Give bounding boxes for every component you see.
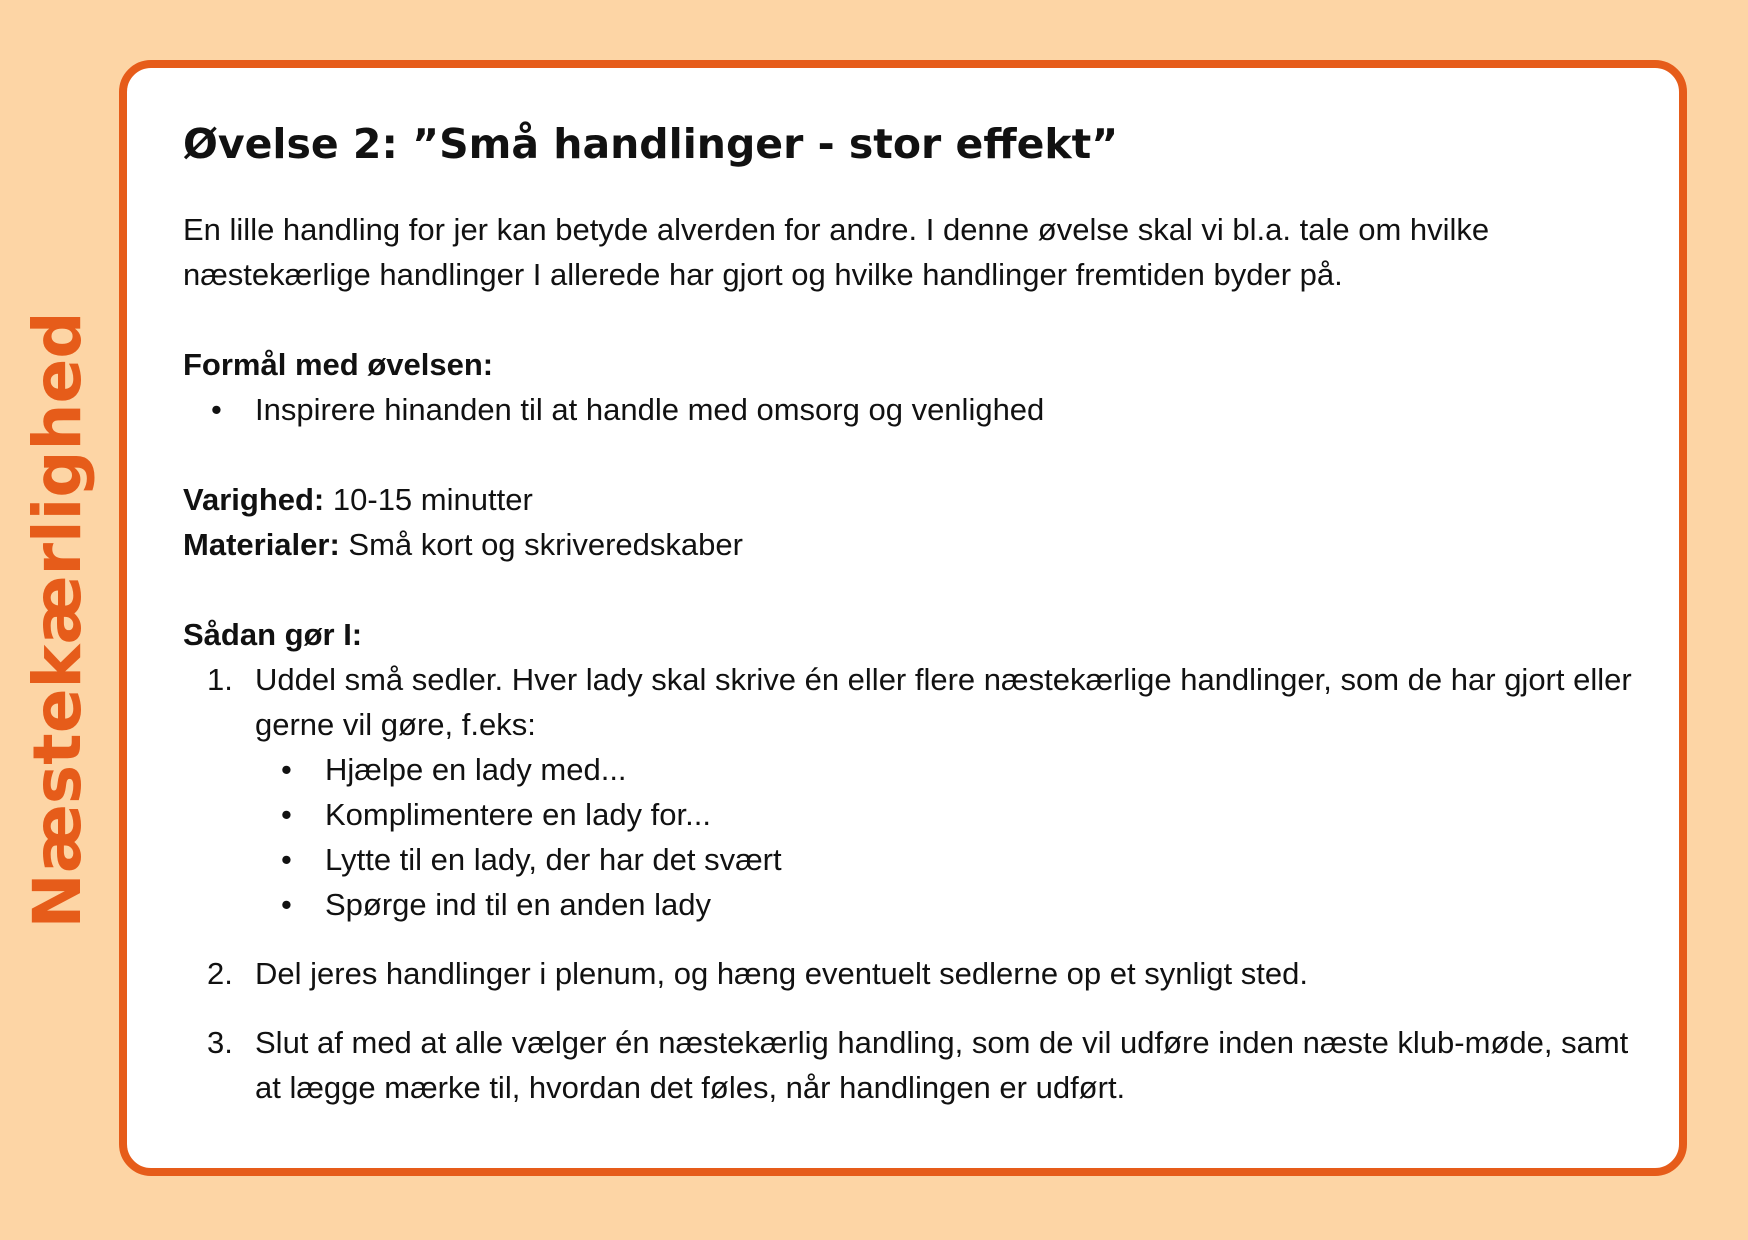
step-number: 3.: [207, 1025, 233, 1061]
sub-list-item: • Spørge ind til en anden lady: [255, 882, 1639, 927]
step-text: Uddel små sedler. Hver lady skal skrive én eller flere næstekærlige handlinger, som de har gjort eller gerne vil gøre, f.eks:: [255, 662, 1632, 743]
duration-label: Varighed:: [183, 482, 325, 518]
steps-list: [183, 657, 1639, 1110]
card-content: [183, 120, 1639, 1110]
materials-value: Små kort og skriveredskaber: [348, 527, 743, 563]
purpose-section: [183, 342, 1639, 432]
purpose-heading: Formål med øvelsen:: [183, 347, 494, 383]
sub-list-item: • Komplimentere en lady for...: [255, 792, 1639, 837]
purpose-list: [183, 387, 1639, 432]
exercise-card: [119, 60, 1687, 1176]
page-title: Øvelse 2: ”Små handlinger - stor effekt”: [183, 120, 1119, 168]
meta-section: [183, 477, 1639, 567]
step-item: [183, 657, 1639, 927]
step-text: Slut af med at alle vælger én næstekærlig handling, som de vil udføre inden næste klub-møde, samt at lægge mærke til, hvordan det føles, når handlingen er udført.: [255, 1025, 1629, 1106]
step-sub-list: [255, 747, 1639, 927]
howto-section: [183, 612, 1639, 1110]
step-number: 2.: [207, 956, 233, 992]
duration-value: 10-15 minutter: [332, 482, 533, 518]
step-item: [183, 951, 1639, 996]
step-text: Del jeres handlinger i plenum, og hæng eventuelt sedlerne op et synligt sted.: [255, 956, 1308, 992]
sub-list-item: • Hjælpe en lady med...: [255, 747, 1639, 792]
materials-label: Materialer:: [183, 527, 340, 563]
side-label: Næstekærlighed: [19, 311, 96, 929]
sub-list-item: • Lytte til en lady, der har det svært: [255, 837, 1639, 882]
intro-paragraph: En lille handling for jer kan betyde alverden for andre. I denne øvelse skal vi bl.a. tale om hvilke næstekærlige handlinger I allerede har gjort og hvilke handlinger fremtiden byder på.: [183, 212, 1490, 293]
purpose-item: • Inspirere hinanden til at handle med omsorg og venlighed: [183, 387, 1639, 432]
materials-line: [183, 522, 1639, 567]
step-item: [183, 1020, 1639, 1110]
duration-line: [183, 477, 1639, 522]
howto-heading: Sådan gør I:: [183, 617, 363, 653]
step-number: 1.: [207, 662, 233, 698]
